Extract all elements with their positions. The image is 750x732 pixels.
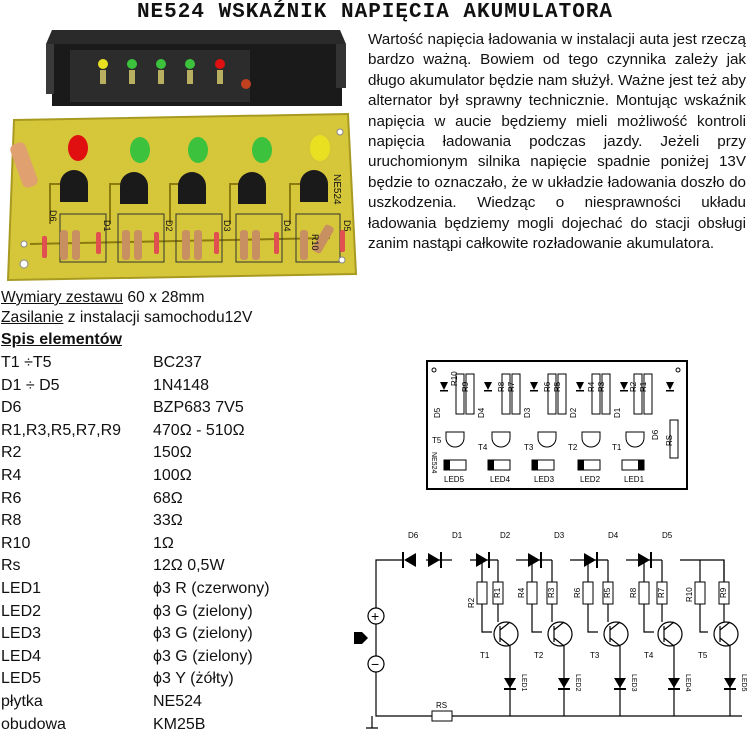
pcb-r8: R8	[497, 381, 506, 392]
pcb-d2: D2	[569, 407, 578, 418]
schem-r2: R2	[467, 597, 476, 608]
part-name: R10	[1, 534, 31, 552]
part-value: 33Ω	[153, 512, 183, 530]
pcb-led1: LED1	[624, 475, 645, 484]
pcb-board-label: NE524	[430, 452, 437, 474]
part-value: BZP683 7V5	[153, 399, 244, 417]
dimensions-row	[1, 288, 252, 308]
pcb-r3: R3	[597, 381, 606, 392]
part-value: KM25B	[153, 715, 206, 732]
part-name: D1 ÷ D5	[1, 376, 60, 394]
part-name: płytka	[1, 692, 43, 710]
schem-r8: R8	[629, 587, 638, 598]
part-name: R4	[1, 466, 22, 484]
description-text: Wartość napięcia ładowania w instalacji auta jest rzeczą bardzo ważną. Bowiem od tego czynnika zależy jak długo akumulator będzie nam służył. Ważne jest też aby alternator był sprawny technicznie. Montując wskaźnik napięcia w aucie będziemy mieli możliwość kontroli napięcia ładowania podczas jazdy. Jeżeli przy uruchomionym silnika napięcie spadnie poniżej 13V będzie to oznaczało, że w układzie ładowania doszło do uszkodzenia. Wiedząc o niesprawności układu ładowania będziemy mogli dojechać do stacji obsługi zanim nastąpi całkowite rozładowanie akumulatora.	[368, 31, 746, 253]
photo-label-d3: D3	[222, 220, 232, 232]
part-value: 1N4148	[153, 376, 210, 394]
part-value: NE524	[153, 692, 202, 710]
part-name: LED5	[1, 670, 42, 688]
photo-board-label: NE524	[331, 174, 342, 205]
photo-label-d5: D5	[342, 220, 352, 232]
part-name: R1,R3,R5,R7,R9	[1, 421, 122, 439]
schem-r1: R1	[493, 587, 502, 598]
power-row	[1, 308, 252, 328]
schem-d1: D1	[452, 531, 463, 540]
parts-row	[1, 601, 331, 624]
pcb-r4: R4	[587, 381, 596, 392]
part-value: 1Ω	[153, 534, 174, 552]
page-title: NE524 WSKAŹNIK NAPIĘCIA AKUMULATORA	[136, 1, 614, 24]
schem-led5: LED5	[740, 674, 747, 692]
power-label: Zasilanie	[1, 309, 64, 326]
schem-r10: R10	[685, 587, 694, 602]
power-value: z instalacji samochodu12V	[67, 309, 253, 326]
pcb-led5: LED5	[444, 475, 465, 484]
part-name: R2	[1, 444, 22, 462]
parts-row	[1, 375, 331, 398]
pcb-board-image	[8, 114, 356, 280]
schem-t4: T4	[644, 651, 654, 660]
parts-row	[1, 646, 331, 669]
pcb-led4: LED4	[490, 475, 511, 484]
parts-row	[1, 488, 331, 511]
part-value: ϕ3 R (czerwony)	[153, 579, 270, 597]
parts-row	[1, 714, 331, 732]
pcb-led3: LED3	[534, 475, 555, 484]
schem-rs: RS	[436, 701, 448, 710]
schem-r3: R3	[547, 587, 556, 598]
pcb-r6: R6	[543, 381, 552, 392]
pcb-t1: T1	[612, 443, 622, 452]
pcb-t5: T5	[432, 436, 442, 445]
dimensions-label: Wymiary zestawu	[1, 289, 124, 306]
schem-led3: LED3	[630, 674, 637, 692]
part-name: LED3	[1, 625, 42, 643]
parts-list	[1, 352, 331, 732]
schem-minus: −	[371, 656, 380, 672]
pcb-d4: D4	[477, 407, 486, 418]
photo-label-d2: D2	[164, 220, 174, 232]
parts-row	[1, 442, 331, 465]
schem-r9: R9	[719, 587, 728, 598]
schem-t2: T2	[534, 651, 544, 660]
schem-d2: D2	[500, 531, 511, 540]
pcb-r9: R9	[461, 381, 470, 392]
pcb-r1: R1	[639, 381, 648, 392]
part-value: BC237	[153, 354, 202, 371]
parts-row	[1, 623, 331, 646]
product-photo	[0, 24, 360, 286]
part-value: 150Ω	[153, 444, 192, 462]
part-name: LED1	[1, 579, 42, 597]
parts-row	[1, 465, 331, 488]
pcb-rs: RS	[665, 434, 674, 446]
schem-d3: D3	[554, 531, 565, 540]
pcb-led2: LED2	[580, 475, 601, 484]
parts-row	[1, 397, 331, 420]
parts-row	[1, 555, 331, 578]
part-value: ϕ3 G (zielony)	[153, 602, 253, 620]
dimensions-value: 60 x 28mm	[127, 289, 205, 306]
part-name: LED4	[1, 647, 42, 665]
photo-label-r10: R10	[310, 234, 320, 251]
parts-row	[1, 668, 331, 691]
pcb-d6: D6	[651, 429, 660, 440]
part-value: 12Ω 0,5W	[153, 557, 225, 575]
part-value: 68Ω	[153, 489, 183, 507]
photo-label-d6: D6	[48, 210, 58, 222]
part-name: T1 ÷T5	[1, 354, 52, 371]
parts-row	[1, 510, 331, 533]
parts-list-title: Spis elementów	[1, 331, 122, 348]
pcb-t4: T4	[478, 443, 488, 452]
part-value: ϕ3 G (zielony)	[153, 625, 253, 643]
pcb-t2: T2	[568, 443, 578, 452]
schem-plus: +	[371, 608, 380, 624]
schem-led1: LED1	[520, 674, 527, 692]
part-value: 470Ω - 510Ω	[153, 421, 245, 439]
pcb-r2: R2	[629, 381, 638, 392]
schem-r5: R5	[603, 587, 612, 598]
parts-row	[1, 533, 331, 556]
circuit-schematic	[352, 522, 750, 732]
pcb-r5: R5	[553, 381, 562, 392]
schem-diode-d6	[404, 553, 416, 567]
part-name: LED2	[1, 602, 42, 620]
part-name: Rs	[1, 557, 21, 575]
part-name: R8	[1, 512, 22, 530]
schem-t3: T3	[590, 651, 600, 660]
photo-label-d1: D1	[102, 220, 112, 232]
terminal-arrow-icon	[354, 632, 368, 644]
schem-t1: T1	[480, 651, 490, 660]
parts-row	[1, 352, 331, 375]
pcb-r10: R10	[450, 371, 459, 386]
parts-row	[1, 420, 331, 443]
schem-r7: R7	[657, 587, 666, 598]
schem-led2: LED2	[574, 674, 581, 692]
part-name: D6	[1, 399, 22, 417]
pcb-layout-drawing	[426, 360, 688, 490]
pcb-d3: D3	[523, 407, 532, 418]
schem-r6: R6	[573, 587, 582, 598]
pcb-t3: T3	[524, 443, 534, 452]
part-name: R6	[1, 489, 22, 507]
part-value: ϕ3 Y (żółty)	[153, 670, 234, 688]
photo-label-d4: D4	[282, 220, 292, 232]
pcb-d1: D1	[613, 407, 622, 418]
parts-row	[1, 691, 331, 714]
schem-d6: D6	[408, 531, 419, 540]
schem-r4: R4	[517, 587, 526, 598]
part-name: obudowa	[1, 715, 66, 732]
parts-row	[1, 578, 331, 601]
schem-t5: T5	[698, 651, 708, 660]
part-value: ϕ3 G (zielony)	[153, 647, 253, 665]
schem-d5: D5	[662, 531, 673, 540]
specs-block	[1, 288, 252, 328]
schem-d4: D4	[608, 531, 619, 540]
enclosure-image	[46, 30, 346, 106]
schem-led4: LED4	[684, 674, 691, 692]
pcb-d5: D5	[433, 407, 442, 418]
pcb-r7: R7	[507, 381, 516, 392]
part-value: 100Ω	[153, 466, 192, 484]
